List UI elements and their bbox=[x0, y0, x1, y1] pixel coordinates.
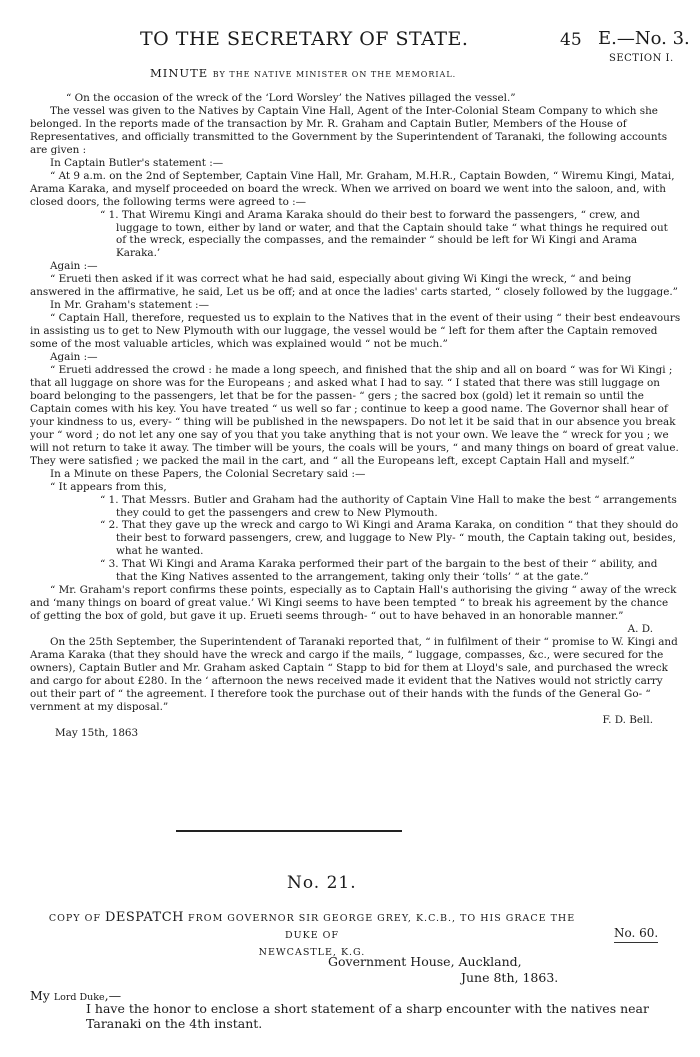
salutation-smallcaps: Lord Duke bbox=[53, 992, 105, 1003]
minute-date: May 15th, 1863 bbox=[55, 726, 139, 739]
paragraph: “ On the occasion of the wreck of the ‘Lord Worsley’ the Natives pillaged the vessel.” bbox=[66, 92, 516, 104]
paragraph: Again :— bbox=[50, 260, 98, 273]
minute-heading-lead: MINUTE bbox=[150, 66, 209, 80]
quoted-list-item: “ 3. That Wi Kingi and Arama Karaka performed their part of the bargain to the best of their “ ability, and that the King Natives assented to the arrangement, taking only their ‘tolls’ “ at the gate.” bbox=[100, 558, 658, 584]
minute-heading bbox=[150, 66, 456, 80]
quoted-paragraph: “ It appears from this, bbox=[50, 480, 167, 493]
paragraph: In Captain Butler's statement :— bbox=[50, 156, 224, 169]
paragraph: On the 25th September, the Superintendent of Taranaki reported that, “ in fulfilment of their “ promise to W. Kingi and Arama Karaka (that they should have the wreck and cargo if the mails, “ luggage, compasses, &c., were secured for the owners), Captain Butler and Mr. Graham asked Captain “ Stapp to bid for them at Lloyd's sale, and purchased the wreck and cargo for about £280. In the ‘ afternoon the news received made it evident that the Natives would not strictly carry out their part of “ the agreement. I therefore took the purchase out of their hands with the funds of the General Go- “ vernment at my disposal.” bbox=[30, 636, 678, 713]
despatch-heading-rest: FROM GOVERNOR SIR GEORGE GREY, K.C.B., TO HIS GRACE THE DUKE OF bbox=[188, 913, 576, 941]
paragraph: Again :— bbox=[50, 351, 98, 364]
paragraph: In a Minute on these Papers, the Colonial Secretary said :— bbox=[50, 467, 366, 480]
margin-number: No. 60. bbox=[614, 926, 658, 943]
quoted-list-item: “ 2. That they gave up the wreck and cargo to Wi Kingi and Arama Karaka, on condition “ that they should do their best to forward passengers, crew, and luggage to New Ply- “ mouth, the Captain taking out, besides, what he wanted. bbox=[100, 519, 679, 558]
minute-heading-rest: BY THE NATIVE MINISTER ON THE MEMORIAL. bbox=[212, 70, 457, 79]
running-header-title: TO THE SECRETARY OF STATE. bbox=[140, 28, 469, 50]
quoted-paragraph: “ Mr. Graham's report confirms these points, especially as to Captain Hall's authorising the giving “ away of the wreck and ‘many things on board of great value.’ Wi Kingi seems to have been tempted “ to break his agreement by the chance of getting the box of gold, but gave it up. Erueti seems through- “ out to have behaved in an honorable manner.” bbox=[30, 584, 677, 623]
section-label: SECTION I. bbox=[609, 53, 674, 64]
despatch-body bbox=[30, 1001, 670, 1031]
despatch-heading-line2: NEWCASTLE, K.G. bbox=[258, 947, 366, 958]
quoted-paragraph: “ Erueti then asked if it was correct what he had said, especially about giving Wi Kingi the wreck, “ and being answered in the affirmative, he said, Let us be off; and at once the ladies' carts started, “ closely followed by the luggage.” bbox=[30, 273, 678, 299]
initials-signature: A. D. bbox=[627, 623, 653, 636]
despatch-heading-copy: COPY OF bbox=[48, 913, 101, 924]
document-reference: E.—No. 3. bbox=[598, 28, 690, 49]
page-number: 45 bbox=[560, 30, 582, 50]
section-divider bbox=[176, 830, 402, 832]
minute-body bbox=[30, 92, 681, 740]
quoted-list-item: “ 1. That Messrs. Butler and Graham had the authority of Captain Vine Hall to make the best “ arrangements they could to get the passengers and crew to New Plymouth. bbox=[100, 493, 677, 519]
salutation-end: ,— bbox=[104, 988, 122, 1003]
despatch-number: No. 21. bbox=[287, 873, 357, 893]
signature: F. D. Bell. bbox=[602, 713, 653, 726]
quoted-list-item: “ 1. That Wiremu Kingi and Arama Karaka should do their best to forward the passengers, “ crew, and luggage to town, either by land or water, and that the Captain should take “ what things he required out of the wreck, especially the compasses, and the remainder “ should be left for Wi Kingi and Arama Karaka.’ bbox=[100, 208, 668, 260]
salutation-lead: My bbox=[30, 988, 50, 1003]
despatch-heading-word: DESPATCH bbox=[104, 910, 184, 925]
address-line: Government House, Auckland, bbox=[328, 954, 522, 969]
quoted-paragraph: “ Erueti addressed the crowd : he made a long speech, and finished that the ship and all on board “ was for Wi Kingi ; that all luggage on shore was for the Europeans ; and asked what I had to say. “ I stated that there was still luggage on board belonging to the passengers, let that be for the passen- “ gers ; the sacred box (gold) let it remain so until the Captain comes with his key. You have treated “ us well so far ; continue to keep a good name. The Governor shall hear of your kindness to us, every- “ thing will be published in the newspapers. Do not let it be said that in our absence you break your “ word ; do not let any one say of you that you take anything that is not your own. We leave the “ wreck for you ; we will not return to take it away. The timber will be yours, the coals will be yours, “ and many things on board of great value. They were satisfied ; we packed the mail in the cart, and “ all the Europeans left, except Captain Hall and myself.” bbox=[30, 364, 679, 467]
quoted-paragraph: “ Captain Hall, therefore, requested us to explain to the Natives that in the event of their using “ their best endeavours in assisting us to get to New Plymouth with our luggage, the vessel would be “ left for them after the Captain removed some of the most valuable articles, which was explained would “ not be much.” bbox=[30, 312, 681, 351]
paragraph: I have the honor to enclose a short statement of a sharp encounter with the natives near Taranaki on the 4th instant. bbox=[86, 1001, 649, 1031]
paragraph: The vessel was given to the Natives by Captain Vine Hall, Agent of the Inter-Colonial Steam Company to which she belonged. In the reports made of the transaction by Mr. R. Graham and Captain Butler, Members of the House of Representatives, and officially transmitted to the Government by the Superintendent of Taranaki, the following accounts are given : bbox=[30, 104, 668, 156]
paragraph: In Mr. Graham's statement :— bbox=[50, 299, 209, 312]
despatch-date: June 8th, 1863. bbox=[461, 970, 559, 985]
quoted-paragraph: “ At 9 a.m. on the 2nd of September, Captain Vine Hall, Mr. Graham, M.H.R., Captain Bowden, “ Wiremu Kingi, Matai, Arama Karaka, and myself proceeded on board the wreck. When we arrived on board we went into the saloon, and, with closed doors, the following terms were agreed to :— bbox=[30, 169, 675, 208]
